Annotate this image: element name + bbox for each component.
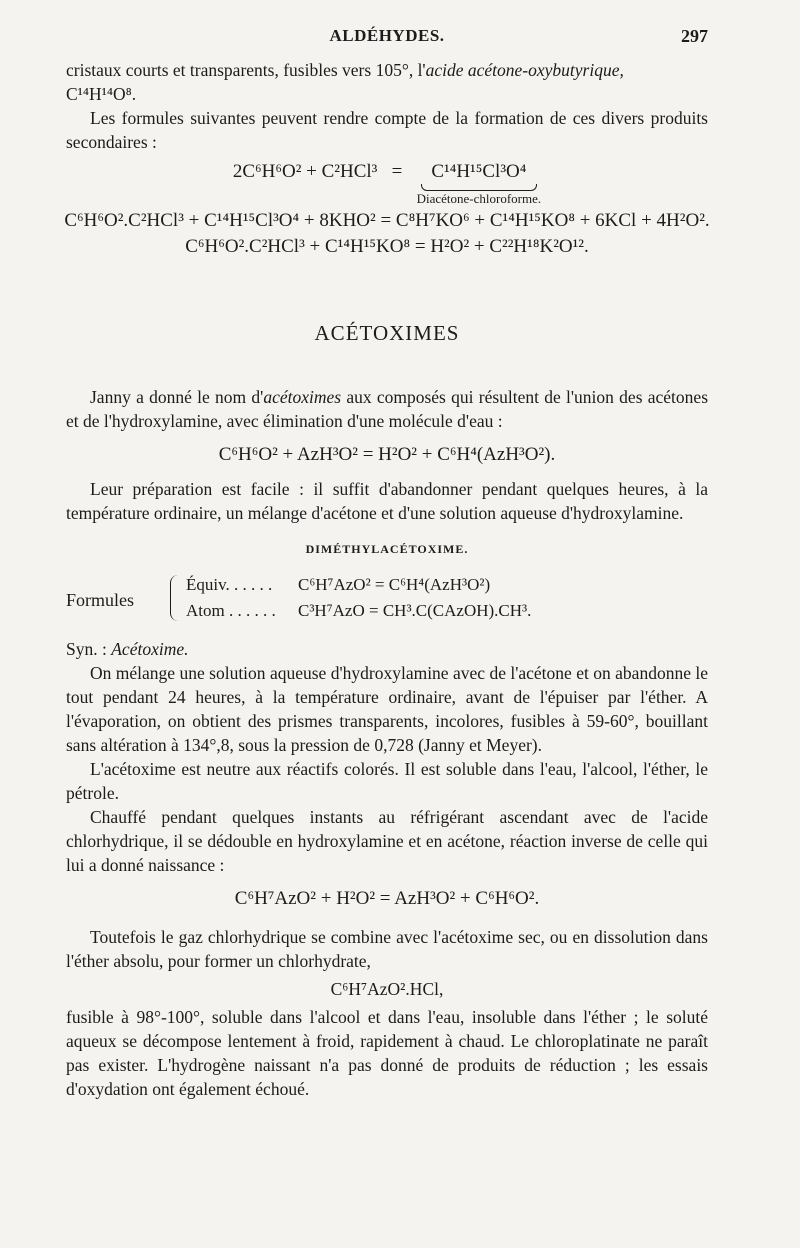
paragraph-9: fusible à 98°-100°, soluble dans l'alcool et dans l'eau, insoluble dans l'éther ; le soluté aqueux se décompose lentement à froid, rapidement à chaud. Le chloroplatinate ne paraît pas exister. L'hydrogène naissant n'a pas donné de produits de réduction ; les essais d'oxydation ont également échoué.	[66, 1007, 708, 1099]
italic-term: acide acétone-oxybutyrique,	[425, 60, 624, 80]
paragraph-6: L'acétoxime est neutre aux réactifs colorés. Il est soluble dans l'eau, l'alcool, l'éther, le pétrole.	[66, 759, 708, 803]
italic-term: Acétoxime.	[111, 639, 189, 659]
paragraph-3: Janny a donné le nom d'acétoximes aux composés qui résultent de l'union des acétones et de l'hydroxylamine, avec élimination d'une molécule d'eau :	[66, 387, 708, 431]
equation-3: C⁶H⁶O².C²HCl³ + C¹⁴H¹⁵KO⁸ = H²O² + C²²H¹⁸K²O¹².	[185, 236, 589, 257]
equation-6: C⁶H⁷AzO².HCl,	[330, 979, 444, 999]
underbrace-group: C¹⁴H¹⁵Cl³O⁴ Diacétone-chloroforme.	[416, 161, 542, 206]
formulas-label: Formules	[66, 590, 135, 610]
formula: C¹⁴H¹⁴O⁸.	[66, 84, 137, 104]
page-body	[66, 58, 708, 1101]
page-number: 297	[681, 26, 708, 46]
paragraph-1: cristaux courts et transparents, fusibles vers 105°, l'acide acétone-oxybutyrique, C¹⁴H¹⁴O⁸.	[66, 60, 624, 104]
equation-5: C⁶H⁷AzO² + H²O² = AzH³O² + C⁶H⁶O².	[234, 888, 540, 909]
running-title: ALDÉHYDES.	[329, 26, 445, 45]
paragraph-5: On mélange une solution aqueuse d'hydroxylamine avec de l'acétone et on abandonne le tout pendant 24 heures, à la température ordinaire, avant de l'épuiser par l'éther. A l'évaporation, on obtient des prismes transparents, incolores, fusibles à 59-60°, bouillant sans altération à 134°,8, sous la pression de 0,728 (Janny et Meyer).	[66, 663, 708, 755]
running-header	[66, 26, 708, 50]
formula-row-atom: Atom . . . . . . C³H⁷AzO = CH³.C(CAzOH).CH³.	[186, 601, 532, 620]
brace-label: Diacétone-chloroforme.	[416, 191, 542, 206]
equation-2: C⁶H⁶O².C²HCl³ + C¹⁴H¹⁵Cl³O⁴ + 8KHO² = C⁸H⁷KO⁶ + C¹⁴H¹⁵KO⁸ + 6KCl + 4H²O².	[64, 210, 710, 231]
formula-row-equiv: Équiv. . . . . . C⁶H⁷AzO² = C⁶H⁴(AzH³O²)	[186, 575, 491, 594]
paragraph-7: Chauffé pendant quelques instants au réfrigérant ascendant avec de l'acide chlorhydrique, il se dédouble en hydroxylamine et en acétone, réaction inverse de celle qui lui a donné naissance :	[66, 807, 708, 875]
paragraph-4: Leur préparation est facile : il suffit d'abandonner pendant quelques heures, à la température ordinaire, un mélange d'acétone et d'une solution aqueuse d'hydroxylamine.	[66, 479, 708, 523]
subsection-title: DIMÉTHYLACÉTOXIME.	[305, 542, 469, 556]
curly-brace	[170, 575, 181, 621]
synonym-line: Syn. : Acétoxime.	[66, 639, 189, 659]
underbrace	[421, 184, 538, 191]
italic-term: acétoximes	[263, 387, 342, 407]
section-title: ACÉTOXIMES	[314, 321, 460, 345]
formulas-block	[66, 571, 708, 629]
paragraph-8: Toutefois le gaz chlorhydrique se combine avec l'acétoxime sec, ou en dissolution dans l'éther absolu, pour former un chlorhydrate,	[66, 927, 708, 971]
paragraph-2: Les formules suivantes peuvent rendre compte de la formation de ces divers produits secondaires :	[66, 108, 708, 152]
equation-4: C⁶H⁶O² + AzH³O² = H²O² + C⁶H⁴(AzH³O²).	[218, 444, 556, 465]
equation-1: 2C⁶H⁶O² + C²HCl³ = C¹⁴H¹⁵Cl³O⁴ Diacétone-chloroforme.	[232, 161, 542, 206]
